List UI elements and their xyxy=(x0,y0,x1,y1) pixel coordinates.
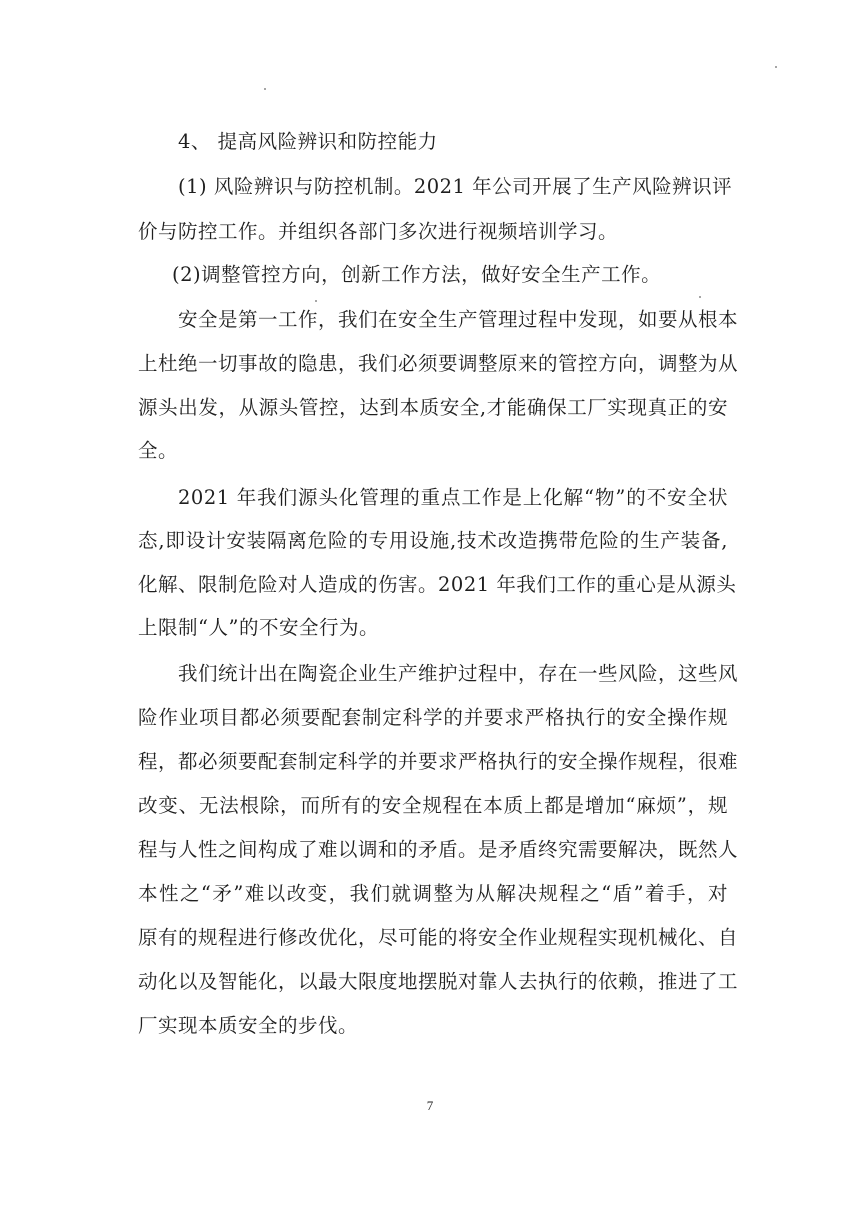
scan-speck xyxy=(264,88,266,90)
paragraph-line: 厂实现本质安全的步伐。 xyxy=(138,1014,359,1037)
paragraph-line: (1) 风险辨识与防控机制。2021 年公司开展了生产风险辨识评 xyxy=(178,175,733,198)
paragraph-line: 上杜绝一切事故的隐患，我们必须要调整原来的管控方向，调整为从 xyxy=(138,352,739,375)
paragraph-line: 安全是第一工作，我们在安全生产管理过程中发现，如要从根本 xyxy=(178,308,739,331)
paragraph-line: 动化以及智能化，以最大限度地摆脱对靠人去执行的依赖，推进了工 xyxy=(138,970,739,993)
paragraph-line: 改变、无法根除，而所有的安全规程在本质上都是增加“麻烦”，规 xyxy=(138,794,728,817)
paragraph-line: 程，都必须要配套制定科学的并要求严格执行的安全操作规程，很难 xyxy=(138,750,739,773)
paragraph-line: 我们统计出在陶瓷企业生产维护过程中，存在一些风险，这些风 xyxy=(178,662,739,685)
scan-speck xyxy=(699,296,701,298)
section-heading: 4、 提高风险辨识和防控能力 xyxy=(178,130,438,153)
paragraph-line: 上限制“人”的不安全行为。 xyxy=(138,616,379,639)
paragraph-line: 险作业项目都必须要配套制定科学的并要求严格执行的安全操作规 xyxy=(138,706,728,729)
scan-speck xyxy=(775,66,777,68)
paragraph-line: 程与人性之间构成了难以调和的矛盾。是矛盾终究需要解决，既然人 xyxy=(138,838,739,861)
paragraph-line: 本性之“矛”难以改变，我们就调整为从解决规程之“盾”着手，对 xyxy=(138,882,728,905)
subsection-heading: (2)调整管控方向，创新工作方法，做好安全生产工作。 xyxy=(172,263,662,286)
paragraph-line: 价与防控工作。并组织各部门多次进行视频培训学习。 xyxy=(138,220,619,243)
paragraph-line: 全。 xyxy=(138,439,179,462)
paragraph-line: 2021 年我们源头化管理的重点工作是上化解“物”的不安全状 xyxy=(178,486,728,509)
paragraph-line: 源头出发，从源头管控，达到本质安全,才能确保工厂实现真正的安 xyxy=(138,396,728,419)
paragraph-line: 原有的规程进行修改优化，尽可能的将安全作业规程实现机械化、自 xyxy=(138,926,739,949)
paragraph-line: 化解、限制危险对人造成的伤害。2021 年我们工作的重心是从源头 xyxy=(138,573,737,596)
page-number: 7 xyxy=(426,1098,434,1113)
scan-speck xyxy=(315,300,317,302)
paragraph-line: 态,即设计安装隔离危险的专用设施,技术改造携带危险的生产装备, xyxy=(138,529,728,552)
